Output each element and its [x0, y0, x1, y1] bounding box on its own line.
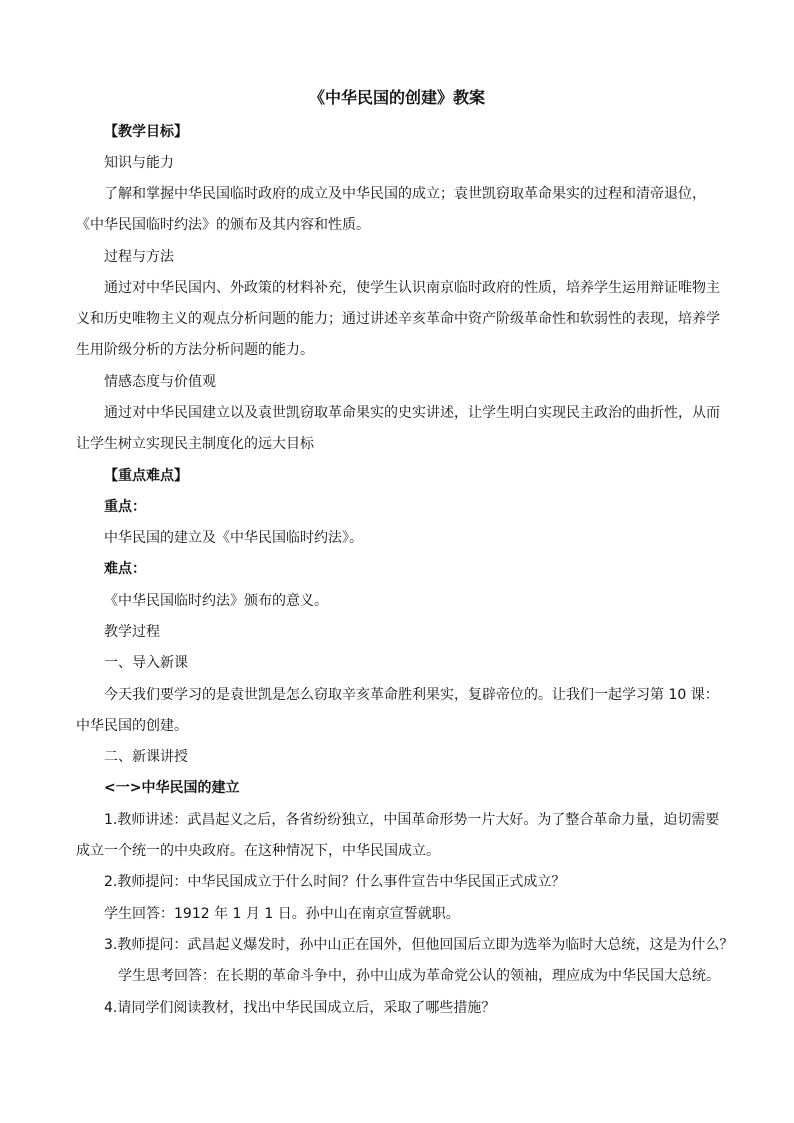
subheading-new-lesson: 二、新课讲授 — [104, 749, 188, 765]
paragraph-line: 中华民国的创建。 — [76, 718, 188, 734]
label-difficulty: 难点： — [104, 561, 146, 577]
label-key-point: 重点： — [104, 499, 146, 515]
section-heading-process: 教学过程 — [104, 624, 160, 640]
subheading-process: 过程与方法 — [104, 249, 174, 265]
paragraph-line: 义和历史唯物主义的观点分析问题的能力；通过讲述辛亥革命中资产阶级革命性和软弱性的表现，培养学 — [76, 311, 720, 327]
document-title: 《中华民国的创建》教案 — [308, 88, 485, 107]
paragraph-line: 《中华民国临时约法》颁布的意义。 — [104, 593, 328, 609]
paragraph-line: 学生回答：1912 年 1 月 1 日。孙中山在南京宣誓就职。 — [104, 906, 460, 922]
paragraph-line: 了解和掌握中华民国临时政府的成立及中华民国的成立；袁世凯窃取革命果实的过程和清帝退位， — [104, 186, 706, 202]
paragraph-line: 让学生树立实现民主制度化的远大目标 — [76, 436, 314, 452]
subheading-founding: <一>中华民国的建立 — [104, 780, 240, 796]
paragraph-line: 通过对中华民国建立以及袁世凯窃取革命果实的史实讲述，让学生明白实现民主政治的曲折性，从而 — [104, 405, 720, 421]
paragraph-line: 1.教师讲述：武昌起义之后，各省纷纷独立，中国革命形势一片大好。为了整合革命力量，迫切需要 — [104, 812, 720, 828]
paragraph-line: 2.教师提问：中华民国成立于什么时间？什么事件宣告中华民国正式成立？ — [104, 874, 566, 890]
paragraph-line: 3.教师提问：武昌起义爆发时，孙中山正在国外，但他回国后立即为选举为临时大总统，这是为什么？ — [104, 937, 734, 953]
paragraph-line: 《中华民国临时约法》的颁布及其内容和性质。 — [76, 217, 370, 233]
section-heading-key-points: 【重点难点】 — [104, 468, 188, 484]
paragraph-line: 成立一个统一的中央政府。在这种情况下，中华民国成立。 — [76, 843, 440, 859]
paragraph-line: 中华民国的建立及《中华民国临时约法》。 — [104, 530, 363, 546]
subheading-intro: 一、导入新课 — [104, 655, 188, 671]
subheading-attitude: 情感态度与价值观 — [104, 374, 216, 390]
paragraph-line: 生用阶级分析的方法分析问题的能力。 — [76, 342, 314, 358]
paragraph-line: 4.请同学们阅读教材，找出中华民国成立后，采取了哪些措施？ — [104, 1000, 496, 1016]
paragraph-line: 今天我们要学习的是袁世凯是怎么窃取辛亥革命胜利果实，复辟帝位的。让我们一起学习第 10 课： — [104, 687, 719, 703]
paragraph-line: 学生思考回答：在长期的革命斗争中，孙中山成为革命党公认的领袖，理应成为中华民国大总统。 — [118, 968, 720, 984]
subheading-knowledge: 知识与能力 — [104, 155, 174, 171]
section-heading-objectives: 【教学目标】 — [104, 124, 188, 140]
paragraph-line: 通过对中华民国内、外政策的材料补充，使学生认识南京临时政府的性质，培养学生运用辩证唯物主 — [104, 280, 720, 296]
